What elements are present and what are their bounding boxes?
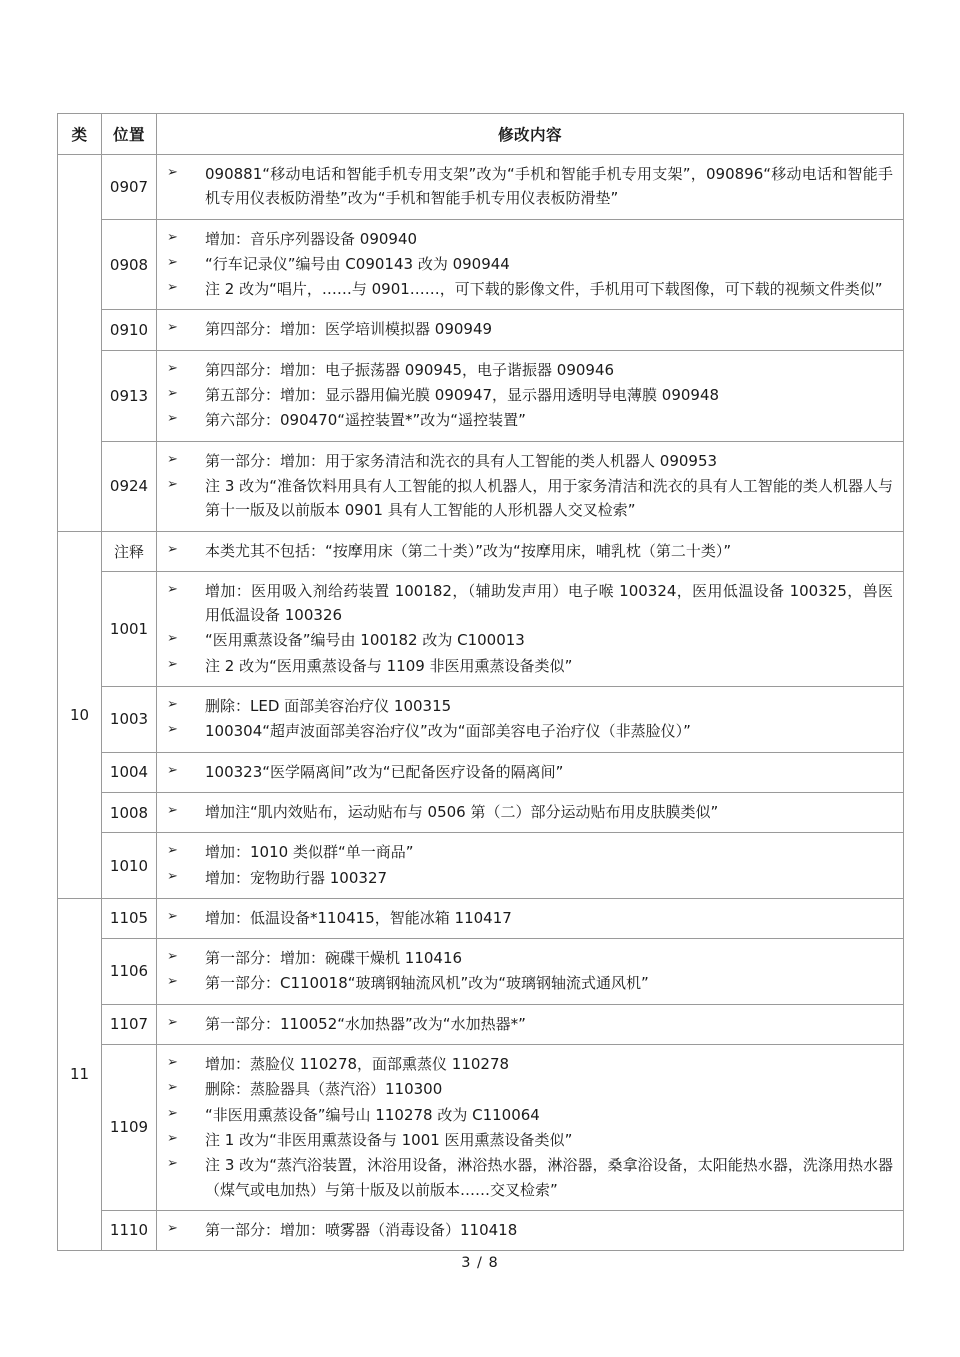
amendment-item — [165, 1128, 893, 1152]
amendment-list — [165, 1218, 893, 1242]
bullet-arrow-icon: ➢ — [167, 360, 178, 376]
amendment-text: 增加：蒸脸仪 110278，面部熏蒸仪 110278 — [205, 1055, 510, 1074]
bullet-arrow-icon: ➢ — [167, 320, 178, 336]
class-cell: 10 — [58, 531, 102, 898]
amendment-item — [165, 383, 893, 407]
position-cell: 1010 — [102, 833, 157, 899]
content-cell — [157, 441, 904, 531]
content-cell — [157, 1210, 904, 1250]
amendment-list — [165, 579, 893, 678]
amendment-item — [165, 474, 893, 523]
amendments-table — [57, 113, 904, 1251]
amendment-list — [165, 946, 893, 996]
content-cell — [157, 531, 904, 571]
bullet-arrow-icon: ➢ — [167, 974, 178, 990]
table-row — [58, 1004, 904, 1044]
bullet-arrow-icon: ➢ — [167, 476, 178, 492]
content-cell — [157, 1045, 904, 1211]
bullet-arrow-icon: ➢ — [167, 908, 178, 924]
amendment-item — [165, 719, 893, 743]
amendment-text: 第六部分：090470“遥控装置*”改为“遥控装置” — [205, 411, 526, 430]
amendment-list — [165, 317, 893, 341]
amendment-text: 注 1 改为“非医用熏蒸设备与 1001 医用熏蒸设备类似” — [205, 1130, 573, 1149]
bullet-arrow-icon: ➢ — [167, 1130, 178, 1146]
bullet-arrow-icon: ➢ — [167, 541, 178, 557]
content-cell — [157, 1004, 904, 1044]
bullet-arrow-icon: ➢ — [167, 843, 178, 859]
position-cell: 1004 — [102, 752, 157, 792]
position-cell: 1106 — [102, 939, 157, 1005]
table-head — [58, 114, 904, 155]
table-row — [58, 687, 904, 753]
bullet-arrow-icon: ➢ — [167, 1080, 178, 1096]
position-cell: 1003 — [102, 687, 157, 753]
amendment-text: 第一部分：110052“水加热器”改为“水加热器*” — [205, 1014, 526, 1033]
bullet-arrow-icon: ➢ — [167, 656, 178, 672]
position-cell: 0924 — [102, 441, 157, 531]
amendment-text: 本类尤其不包括：“按摩用床（第二十类）”改为“按摩用床，哺乳枕（第二十类）” — [205, 541, 732, 560]
amendment-text: 第五部分：增加：显示器用偏光膜 090947，显示器用透明导电薄膜 090948 — [205, 386, 720, 405]
table-row — [58, 219, 904, 310]
bullet-arrow-icon: ➢ — [167, 949, 178, 965]
position-cell: 0908 — [102, 219, 157, 310]
position-cell: 1008 — [102, 792, 157, 832]
page-number: 3 / 8 — [461, 1255, 499, 1271]
amendment-text: 删除：LED 面部美容治疗仪 100315 — [205, 697, 452, 716]
amendment-text: 注 2 改为“唱片，……与 0901……，可下载的影像文件，手机用可下载图像，可下载的视频文件类似” — [205, 280, 883, 299]
amendment-text: 增加：1010 类似群“单一商品” — [205, 843, 414, 862]
amendment-text: 第一部分：增加：喷雾器（消毒设备）110418 — [205, 1220, 518, 1239]
amendment-item — [165, 1077, 893, 1101]
amendment-item — [165, 654, 893, 678]
amendment-item — [165, 906, 893, 930]
amendment-item — [165, 162, 893, 211]
amendment-text: “行车记录仪”编号由 C090143 改为 090944 — [205, 254, 510, 273]
amendment-text: 删除：蒸脸器具（蒸汽浴）110300 — [205, 1080, 443, 1099]
bullet-arrow-icon: ➢ — [167, 1156, 178, 1172]
amendment-item — [165, 252, 893, 276]
amendment-text: 第一部分：C110018“玻璃钢轴流风机”改为“玻璃钢轴流式通风机” — [205, 974, 649, 993]
bullet-arrow-icon: ➢ — [167, 762, 178, 778]
amendment-list — [165, 358, 893, 433]
table-row — [58, 571, 904, 686]
content-cell — [157, 792, 904, 832]
amendment-text: 第一部分：增加：用于家务清洁和洗衣的具有人工智能的类人机器人 090953 — [205, 451, 718, 470]
bullet-arrow-icon: ➢ — [167, 697, 178, 713]
position-cell: 0913 — [102, 350, 157, 441]
amendment-text: 注 3 改为“准备饮料用具有人工智能的拟人机器人，用于家务清洁和洗衣的具有人工智能的类人机器人与第十一版及以前版本 0901 具有人工智能的人形机器人交叉检索” — [205, 476, 893, 520]
class-cell: 11 — [58, 898, 102, 1250]
table-row — [58, 350, 904, 441]
amendment-item — [165, 694, 893, 718]
amendment-text: “医用熏蒸设备”编号由 100182 改为 C100013 — [205, 631, 525, 650]
column-header-class: 类 — [58, 114, 102, 155]
bullet-arrow-icon: ➢ — [167, 386, 178, 402]
amendment-list — [165, 539, 893, 563]
amendment-item — [165, 449, 893, 473]
table-row — [58, 441, 904, 531]
content-cell — [157, 350, 904, 441]
bullet-arrow-icon: ➢ — [167, 1105, 178, 1121]
amendment-text: 增加：宠物助行器 100327 — [205, 868, 388, 887]
position-cell: 0907 — [102, 155, 157, 220]
amendment-list — [165, 840, 893, 890]
amendment-item — [165, 1052, 893, 1076]
amendment-text: “非医用熏蒸设备”编号山 110278 改为 C110064 — [205, 1105, 540, 1124]
amendment-item — [165, 800, 893, 824]
table-row — [58, 1210, 904, 1250]
bullet-arrow-icon: ➢ — [167, 722, 178, 738]
amendment-list — [165, 162, 893, 211]
content-cell — [157, 898, 904, 938]
content-cell — [157, 833, 904, 899]
amendment-text: 第四部分：增加：电子振荡器 090945，电子谐振器 090946 — [205, 360, 615, 379]
table-row — [58, 531, 904, 571]
amendment-item — [165, 1153, 893, 1202]
position-cell: 1105 — [102, 898, 157, 938]
bullet-arrow-icon: ➢ — [167, 165, 178, 180]
amendment-item — [165, 971, 893, 995]
amendment-list — [165, 906, 893, 930]
table-row — [58, 939, 904, 1005]
amendment-list — [165, 227, 893, 302]
bullet-arrow-icon: ➢ — [167, 411, 178, 427]
amendment-text: 第一部分：增加：碗碟干燥机 110416 — [205, 949, 463, 968]
amendment-text: 注 3 改为“蒸汽浴装置，沐浴用设备，淋浴热水器，淋浴器，桑拿浴设备，太阳能热水器，洗涤用热水器（煤气或电加热）与第十版及以前版本……交叉检索” — [205, 1156, 893, 1199]
table-row — [58, 898, 904, 938]
bullet-arrow-icon: ➢ — [167, 868, 178, 884]
amendment-text: 增加注“肌内效贴布，运动贴布与 0506 第（二）部分运动贴布用皮肤膜类似” — [205, 802, 719, 821]
bullet-arrow-icon: ➢ — [167, 581, 178, 597]
bullet-arrow-icon: ➢ — [167, 1055, 178, 1071]
amendment-item — [165, 760, 893, 784]
position-cell: 1109 — [102, 1045, 157, 1211]
amendment-item — [165, 317, 893, 341]
bullet-arrow-icon: ➢ — [167, 451, 178, 467]
bullet-arrow-icon: ➢ — [167, 631, 178, 647]
position-cell: 0910 — [102, 310, 157, 350]
bullet-arrow-icon: ➢ — [167, 1014, 178, 1030]
amendment-item — [165, 1012, 893, 1036]
table-header-row — [58, 114, 904, 155]
amendment-list — [165, 800, 893, 824]
amendment-item — [165, 1218, 893, 1242]
table-row — [58, 752, 904, 792]
amendment-item — [165, 358, 893, 382]
amendment-text: 第四部分：增加：医学培训模拟器 090949 — [205, 320, 493, 339]
amendment-list — [165, 449, 893, 523]
amendment-item — [165, 628, 893, 652]
position-cell: 1001 — [102, 571, 157, 686]
amendment-item — [165, 946, 893, 970]
content-cell — [157, 310, 904, 350]
amendment-list — [165, 694, 893, 744]
table-row — [58, 310, 904, 350]
position-cell: 注释 — [102, 531, 157, 571]
amendment-item — [165, 1103, 893, 1127]
amendment-list — [165, 1012, 893, 1036]
amendment-text: 100304“超声波面部美容治疗仪”改为“面部美容电子治疗仪（非蒸脸仪）” — [205, 722, 691, 741]
bullet-arrow-icon: ➢ — [167, 229, 178, 245]
amendment-item — [165, 866, 893, 890]
table-row — [58, 792, 904, 832]
amendment-text: 注 2 改为“医用熏蒸设备与 1109 非医用熏蒸设备类似” — [205, 656, 573, 675]
bullet-arrow-icon: ➢ — [167, 802, 178, 818]
bullet-arrow-icon: ➢ — [167, 1220, 178, 1236]
amendment-text: 增加：音乐序列器设备 090940 — [205, 229, 418, 248]
amendment-text: 增加：低温设备*110415，智能冰箱 110417 — [205, 908, 512, 927]
content-cell — [157, 155, 904, 220]
amendment-item — [165, 539, 893, 563]
content-cell — [157, 571, 904, 686]
amendment-text: 增加：医用吸入剂给药装置 100182，（辅助发声用）电子喉 100324，医用低温设备 100325，兽医用低温设备 100326 — [205, 581, 893, 625]
bullet-arrow-icon: ➢ — [167, 254, 178, 270]
table-body — [58, 155, 904, 1251]
position-cell: 1107 — [102, 1004, 157, 1044]
table-row — [58, 1045, 904, 1211]
amendment-item — [165, 579, 893, 628]
amendment-item — [165, 408, 893, 432]
amendment-item — [165, 227, 893, 251]
amendment-text: 090881“移动电话和智能手机专用支架”改为“手机和智能手机专用支架”，090896“移动电话和智能手机专用仪表板防滑垫”改为“手机和智能手机专用仪表板防滑垫” — [205, 165, 893, 208]
column-header-position: 位置 — [102, 114, 157, 155]
table-row — [58, 833, 904, 899]
amendment-list — [165, 760, 893, 784]
bullet-arrow-icon: ➢ — [167, 280, 178, 296]
content-cell — [157, 219, 904, 310]
position-cell: 1110 — [102, 1210, 157, 1250]
amendment-item — [165, 840, 893, 864]
class-cell — [58, 155, 102, 532]
content-cell — [157, 687, 904, 753]
amendment-text: 100323“医学隔离间”改为“已配备医疗设备的隔离间” — [205, 762, 564, 781]
table-row — [58, 155, 904, 220]
amendment-item — [165, 277, 893, 301]
column-header-content: 修改内容 — [157, 114, 904, 155]
content-cell — [157, 752, 904, 792]
amendment-list — [165, 1052, 893, 1202]
content-cell — [157, 939, 904, 1005]
